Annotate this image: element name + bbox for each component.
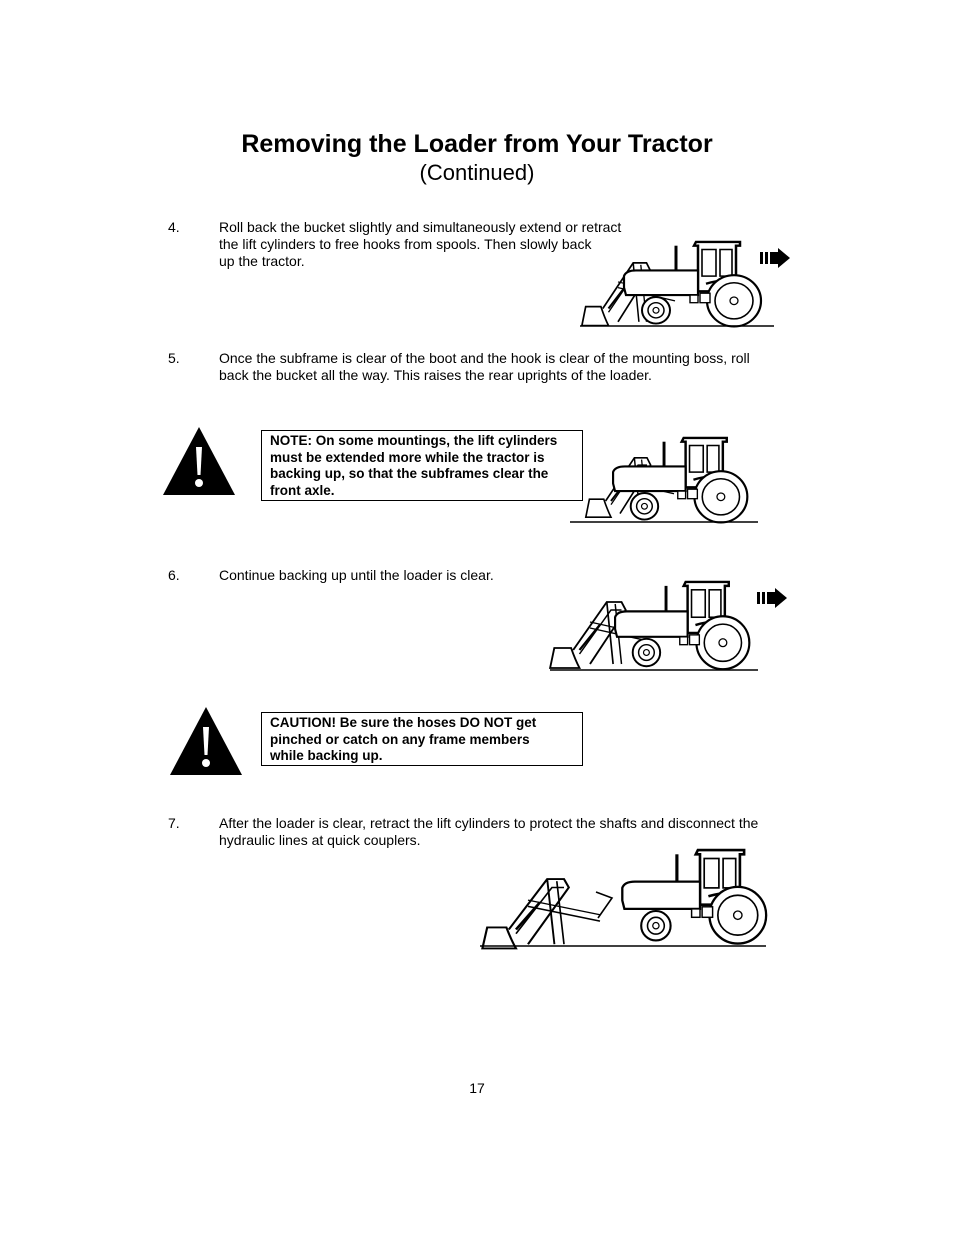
step-7-line-2: hydraulic lines at quick couplers. <box>219 832 421 848</box>
page-number: 17 <box>469 1080 485 1096</box>
caution-line-2: pinched or catch on any frame members <box>270 731 530 747</box>
step-5-text <box>219 350 819 384</box>
move-right-arrow-icon <box>757 588 789 610</box>
step-5-line-2: back the bucket all the way. This raises the rear uprights of the loader. <box>219 367 652 383</box>
tractor-loader-illustration-2 <box>568 436 763 526</box>
step-5-number: 5. <box>168 350 180 366</box>
page-subtitle: (Continued) <box>419 160 535 185</box>
warning-triangle-icon <box>163 427 235 495</box>
move-right-arrow-icon <box>760 248 792 270</box>
caution-box <box>261 712 583 766</box>
note-box <box>261 430 583 501</box>
step-7-text <box>219 815 819 849</box>
tractor-loader-illustration-1 <box>578 238 778 328</box>
step-7-line-1: After the loader is clear, retract the lift cylinders to protect the shafts and disconnect the <box>219 815 759 831</box>
step-4-line-1: Roll back the bucket slightly and simultaneously extend or retract <box>219 219 622 235</box>
step-4-line-3: up the tractor. <box>219 253 305 269</box>
warning-triangle-icon <box>170 707 242 775</box>
caution-line-1: CAUTION! Be sure the hoses DO NOT get <box>270 715 537 730</box>
step-4-number: 4. <box>168 219 180 235</box>
note-line-3: backing up, so that the subframes clear the <box>270 466 549 481</box>
detached-loader-illustration <box>478 848 768 950</box>
step-6-number: 6. <box>168 567 180 583</box>
note-line-2: must be extended more while the tractor is <box>270 449 545 465</box>
step-5-line-1: Once the subframe is clear of the boot and the hook is clear of the mounting boss, roll <box>219 350 750 366</box>
step-4-line-2: the lift cylinders to free hooks from spools. Then slowly back <box>219 236 592 252</box>
step-6-line-1: Continue backing up until the loader is clear. <box>219 567 494 583</box>
note-line-1: NOTE: On some mountings, the lift cylinders <box>270 433 558 448</box>
step-7-number: 7. <box>168 815 180 831</box>
page-title: Removing the Loader from Your Tractor <box>241 130 713 158</box>
caution-line-3: while backing up. <box>270 748 383 763</box>
note-line-4: front axle. <box>270 482 335 498</box>
tractor-loader-illustration-3 <box>548 580 763 672</box>
